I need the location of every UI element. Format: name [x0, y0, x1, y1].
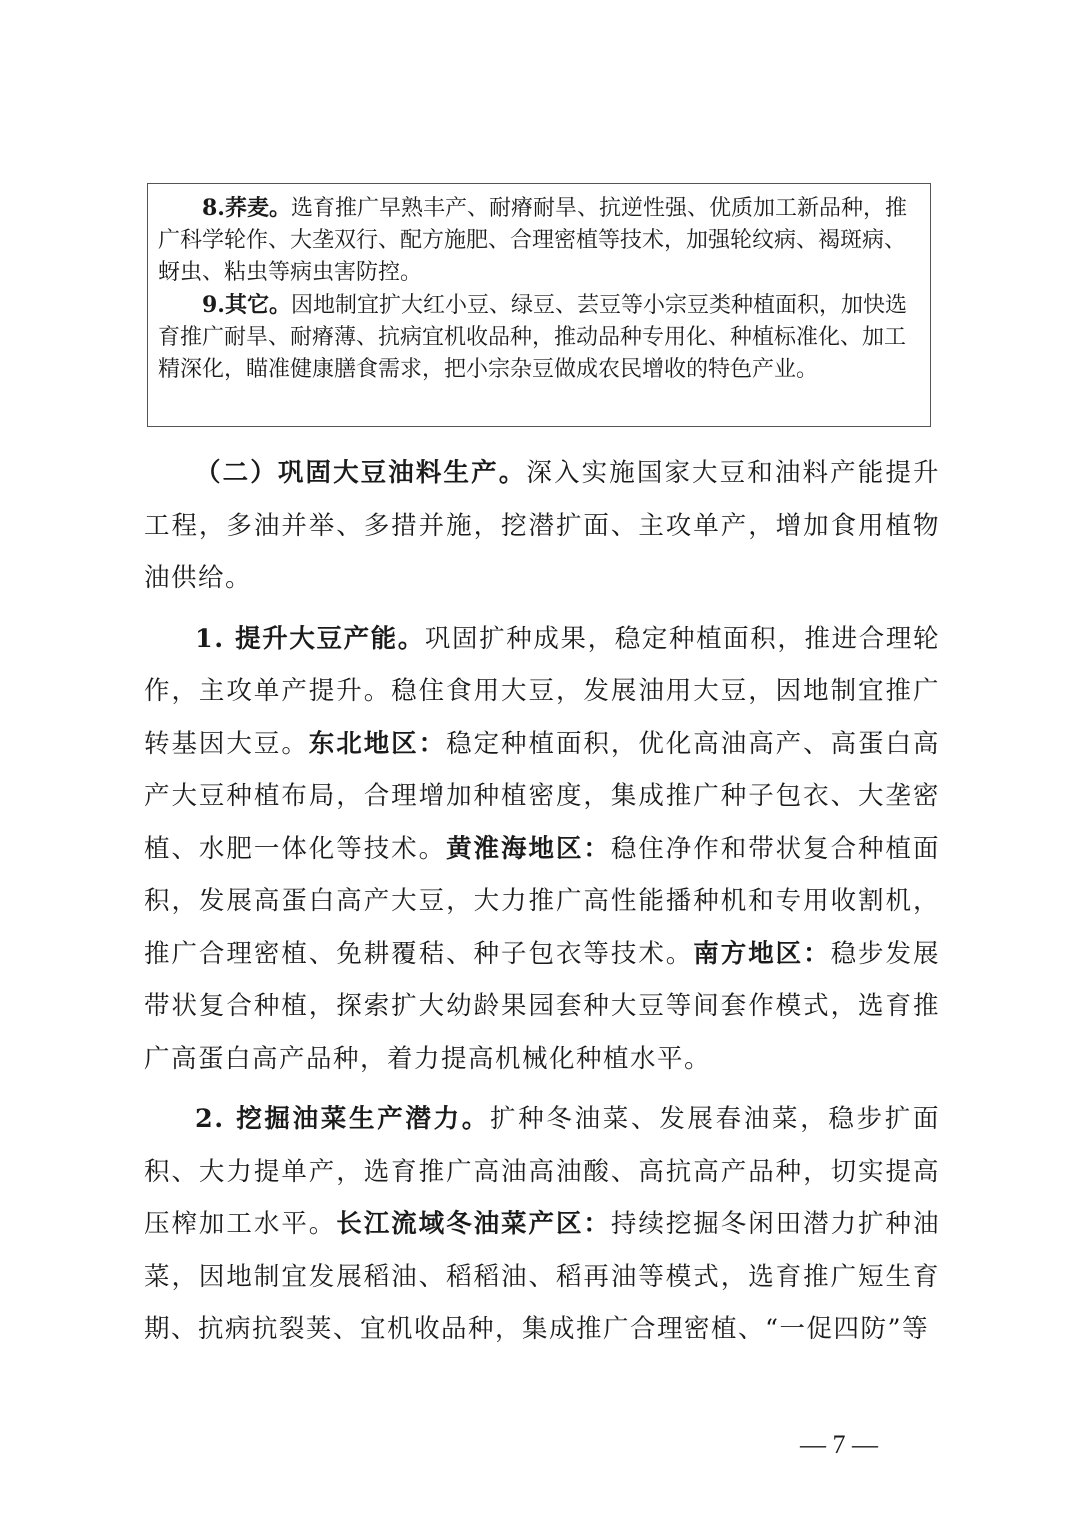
item-2-heading: 2. 挖掘油菜生产潜力。 [195, 1104, 490, 1134]
item-8-text: 选育推广早熟丰产、耐瘠耐旱、抗逆性强、优质加工新品种，推广科学轮作、大垄双行、配方施肥、合理密植等技术，加强轮纹病、褐斑病、蚜虫、粘虫等病虫害防控。 [158, 196, 907, 285]
region-huanghuaihai-text: 稳住净作和带状复合种植面积，发展高蛋白高产大豆，大力推广高性能播种机和专用收割机，推广合理密植、免耕覆秸、种子包衣等技术。 [144, 833, 940, 969]
region-yangtze: 长江流域冬油菜产区： [336, 1209, 611, 1239]
main-text [144, 447, 940, 1356]
region-northeast-text: 稳定种植面积，优化高油高产、高蛋白高产大豆种植布局，合理增加种植密度，集成推广种子包衣、大垄密植、水肥一体化等技术。 [144, 728, 940, 864]
item-2-paragraph [144, 1093, 940, 1356]
region-huanghuaihai: 黄淮海地区： [446, 833, 611, 864]
item-9-number: 9. [202, 292, 225, 318]
item-1-text: 巩固扩种成果，稳定种植面积，推进合理轮作，主攻单产提升。稳住食用大豆，发展油用大豆，因地制宜推广转基因大豆。 [144, 623, 940, 759]
item-8-number: 8. [202, 195, 225, 221]
section-paragraph [144, 447, 940, 605]
item-1-paragraph [144, 613, 940, 1086]
paragraph-9 [158, 289, 920, 386]
boxed-section [147, 183, 931, 427]
paragraph-8 [158, 192, 920, 289]
item-9-text: 因地制宜扩大红小豆、绿豆、芸豆等小宗豆类种植面积，加快选育推广耐旱、耐瘠薄、抗病宜机收品种，推动品种专用化、种植标准化、加工精深化，瞄准健康膳食需求，把小宗杂豆做成农民增收的特色产业。 [158, 293, 907, 382]
page-number: — 7 — [800, 1430, 878, 1459]
region-yangtze-text: 持续挖掘冬闲田潜力扩种油菜，因地制宜发展稻油、稻稻油、稻再油等模式，选育推广短生育期、抗病抗裂荚、宜机收品种，集成推广合理密植、“一促四防”等 [144, 1209, 940, 1344]
item-2-text: 扩种冬油菜、发展春油菜，稳步扩面积、大力提单产，选育推广高油高油酸、高抗高产品种，切实提高压榨加工水平。 [144, 1104, 940, 1239]
item-8-title: 荞麦。 [224, 195, 291, 221]
region-south: 南方地区： [693, 938, 831, 969]
section-heading: （二）巩固大豆油料生产。 [195, 458, 527, 488]
item-9-title: 其它。 [224, 292, 291, 318]
section-text: 深入实施国家大豆和油料产能提升工程，多油并举、多措并施，挖潜扩面、主攻单产，增加食用植物油供给。 [144, 458, 940, 593]
region-south-text: 稳步发展带状复合种植，探索扩大幼龄果园套种大豆等间套作模式，选育推广高蛋白高产品种，着力提高机械化种植水平。 [144, 938, 940, 1074]
item-1-heading: 1. 提升大豆产能。 [195, 623, 425, 654]
region-northeast: 东北地区： [308, 728, 447, 759]
